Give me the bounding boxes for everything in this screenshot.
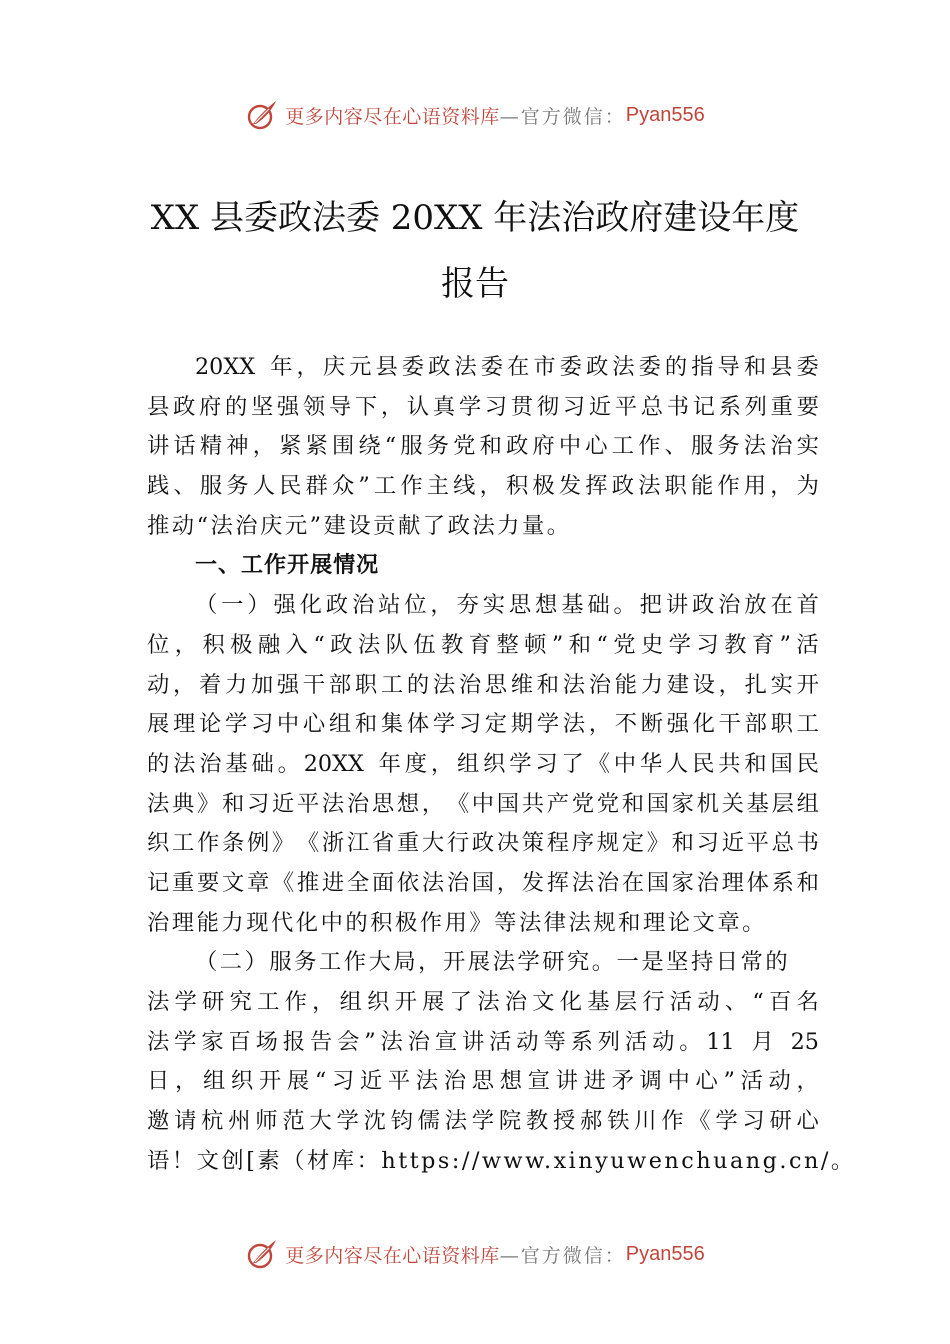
quill-logo-icon bbox=[245, 98, 279, 132]
paragraph-line: 语！文创[素（材库：https://www.xinyuwenchuang.cn/。 bbox=[147, 1147, 856, 1174]
paragraph-line: 法 典 》 和 习 近 平 法 治 思 想 ， 《 中 国 共 产 党 党 和 国 家 机 关 基 层 组 bbox=[147, 790, 819, 817]
banner-wechat-id: Pyan556 bbox=[625, 103, 705, 126]
paragraph-line: 推动“法治庆元”建设贡献了政法力量。 bbox=[147, 512, 572, 539]
paragraph-line: 邀 请 杭 州 师 范 大 学 沈 钧 儒 法 学 院 教 授 郝 铁 川 作 《 学 习 研 心 bbox=[147, 1108, 819, 1135]
paragraph-line: 记 重 要 文 章 《 推 进 全 面 依 法 治 国 ， 发 挥 法 治 在 国 家 治 理 体 系 和 bbox=[147, 869, 819, 896]
footer-banner bbox=[0, 1234, 950, 1274]
paragraph-line: 位 ， 积 极 融 入 “ 政 法 队 伍 教 育 整 顿 ” 和 “ 党 史 学 习 教 育 ” 活 bbox=[147, 631, 819, 658]
title-line-1: XX 县委政法委 20XX 年法治政府建设年度 bbox=[150, 198, 800, 238]
paragraph-line: 展 理 论 学 习 中 心 组 和 集 体 学 习 定 期 学 法 ， 不 断 强 化 干 部 职 工 bbox=[147, 711, 819, 738]
paragraph-line: 的 法 治 基 础 。 20XX 年 度 ， 组 织 学 习 了 《 中 华 人 民 共 和 国 民 bbox=[147, 750, 819, 777]
paragraph-line: 日 ， 组 织 开 展 “ 习 近 平 法 治 思 想 宣 讲 进 矛 调 中 心 ” 活 动 ， bbox=[147, 1068, 819, 1095]
paragraph-line: （ 一 ） 强 化 政 治 站 位 ， 夯 实 思 想 基 础 。 把 讲 政 治 放 在 首 bbox=[195, 592, 819, 619]
banner-wechat-id: Pyan556 bbox=[625, 1242, 705, 1265]
section-heading: 一 、 工 作 开 展 情 况 bbox=[195, 553, 380, 579]
paragraph-line: 讲 话 精 神 ， 紧 紧 围 绕 “ 服 务 党 和 政 府 中 心 工 作 、 服 务 法 治 实 bbox=[147, 433, 819, 460]
banner-gray-text: —官方微信： bbox=[499, 1244, 626, 1267]
paragraph-line: 法 学 家 百 场 报 告 会 ” 法 治 宣 讲 活 动 等 系 列 活 动 。 11 月 25 bbox=[147, 1028, 819, 1055]
banner-red-text: 更多内容尽在心语资料库 bbox=[285, 1244, 500, 1267]
quill-logo-icon bbox=[245, 1237, 279, 1271]
document-body bbox=[147, 348, 856, 1181]
paragraph-line: 动 ， 着 力 加 强 干 部 职 工 的 法 治 思 维 和 法 治 能 力 建 设 ， 扎 实 开 bbox=[147, 671, 819, 698]
paragraph-line: （二）服务工作大局，开展法学研究。一是坚持日常的 bbox=[195, 949, 791, 976]
paragraph-line: 织 工 作 条 例 》 《 浙 江 省 重 大 行 政 决 策 程 序 规 定 》 和 习 近 平 总 书 bbox=[147, 830, 819, 857]
paragraph-line: 20XX 年 ， 庆 元 县 委 政 法 委 在 市 委 政 法 委 的 指 导 和 县 委 bbox=[195, 354, 819, 380]
banner-red-text: 更多内容尽在心语资料库 bbox=[285, 105, 500, 128]
paragraph-line: 践 、 服 务 人 民 群 众 ” 工 作 主 线 ， 积 极 发 挥 政 法 职 能 作 用 ， 为 bbox=[147, 473, 819, 500]
title-line-2: 报告 bbox=[441, 264, 509, 304]
paragraph-line: 治理能力现代化中的积极作用》等法律法规和理论文章。 bbox=[147, 909, 767, 936]
document-title bbox=[100, 185, 850, 317]
paragraph-line: 县 政 府 的 坚 强 领 导 下 ， 认 真 学 习 贯 彻 习 近 平 总 书 记 系 列 重 要 bbox=[147, 393, 819, 420]
header-banner bbox=[0, 95, 950, 135]
paragraph-line: 法 学 研 究 工 作 ， 组 织 开 展 了 法 治 文 化 基 层 行 活 动 、 “ 百 名 bbox=[147, 989, 819, 1015]
banner-gray-text: —官方微信： bbox=[499, 105, 626, 128]
